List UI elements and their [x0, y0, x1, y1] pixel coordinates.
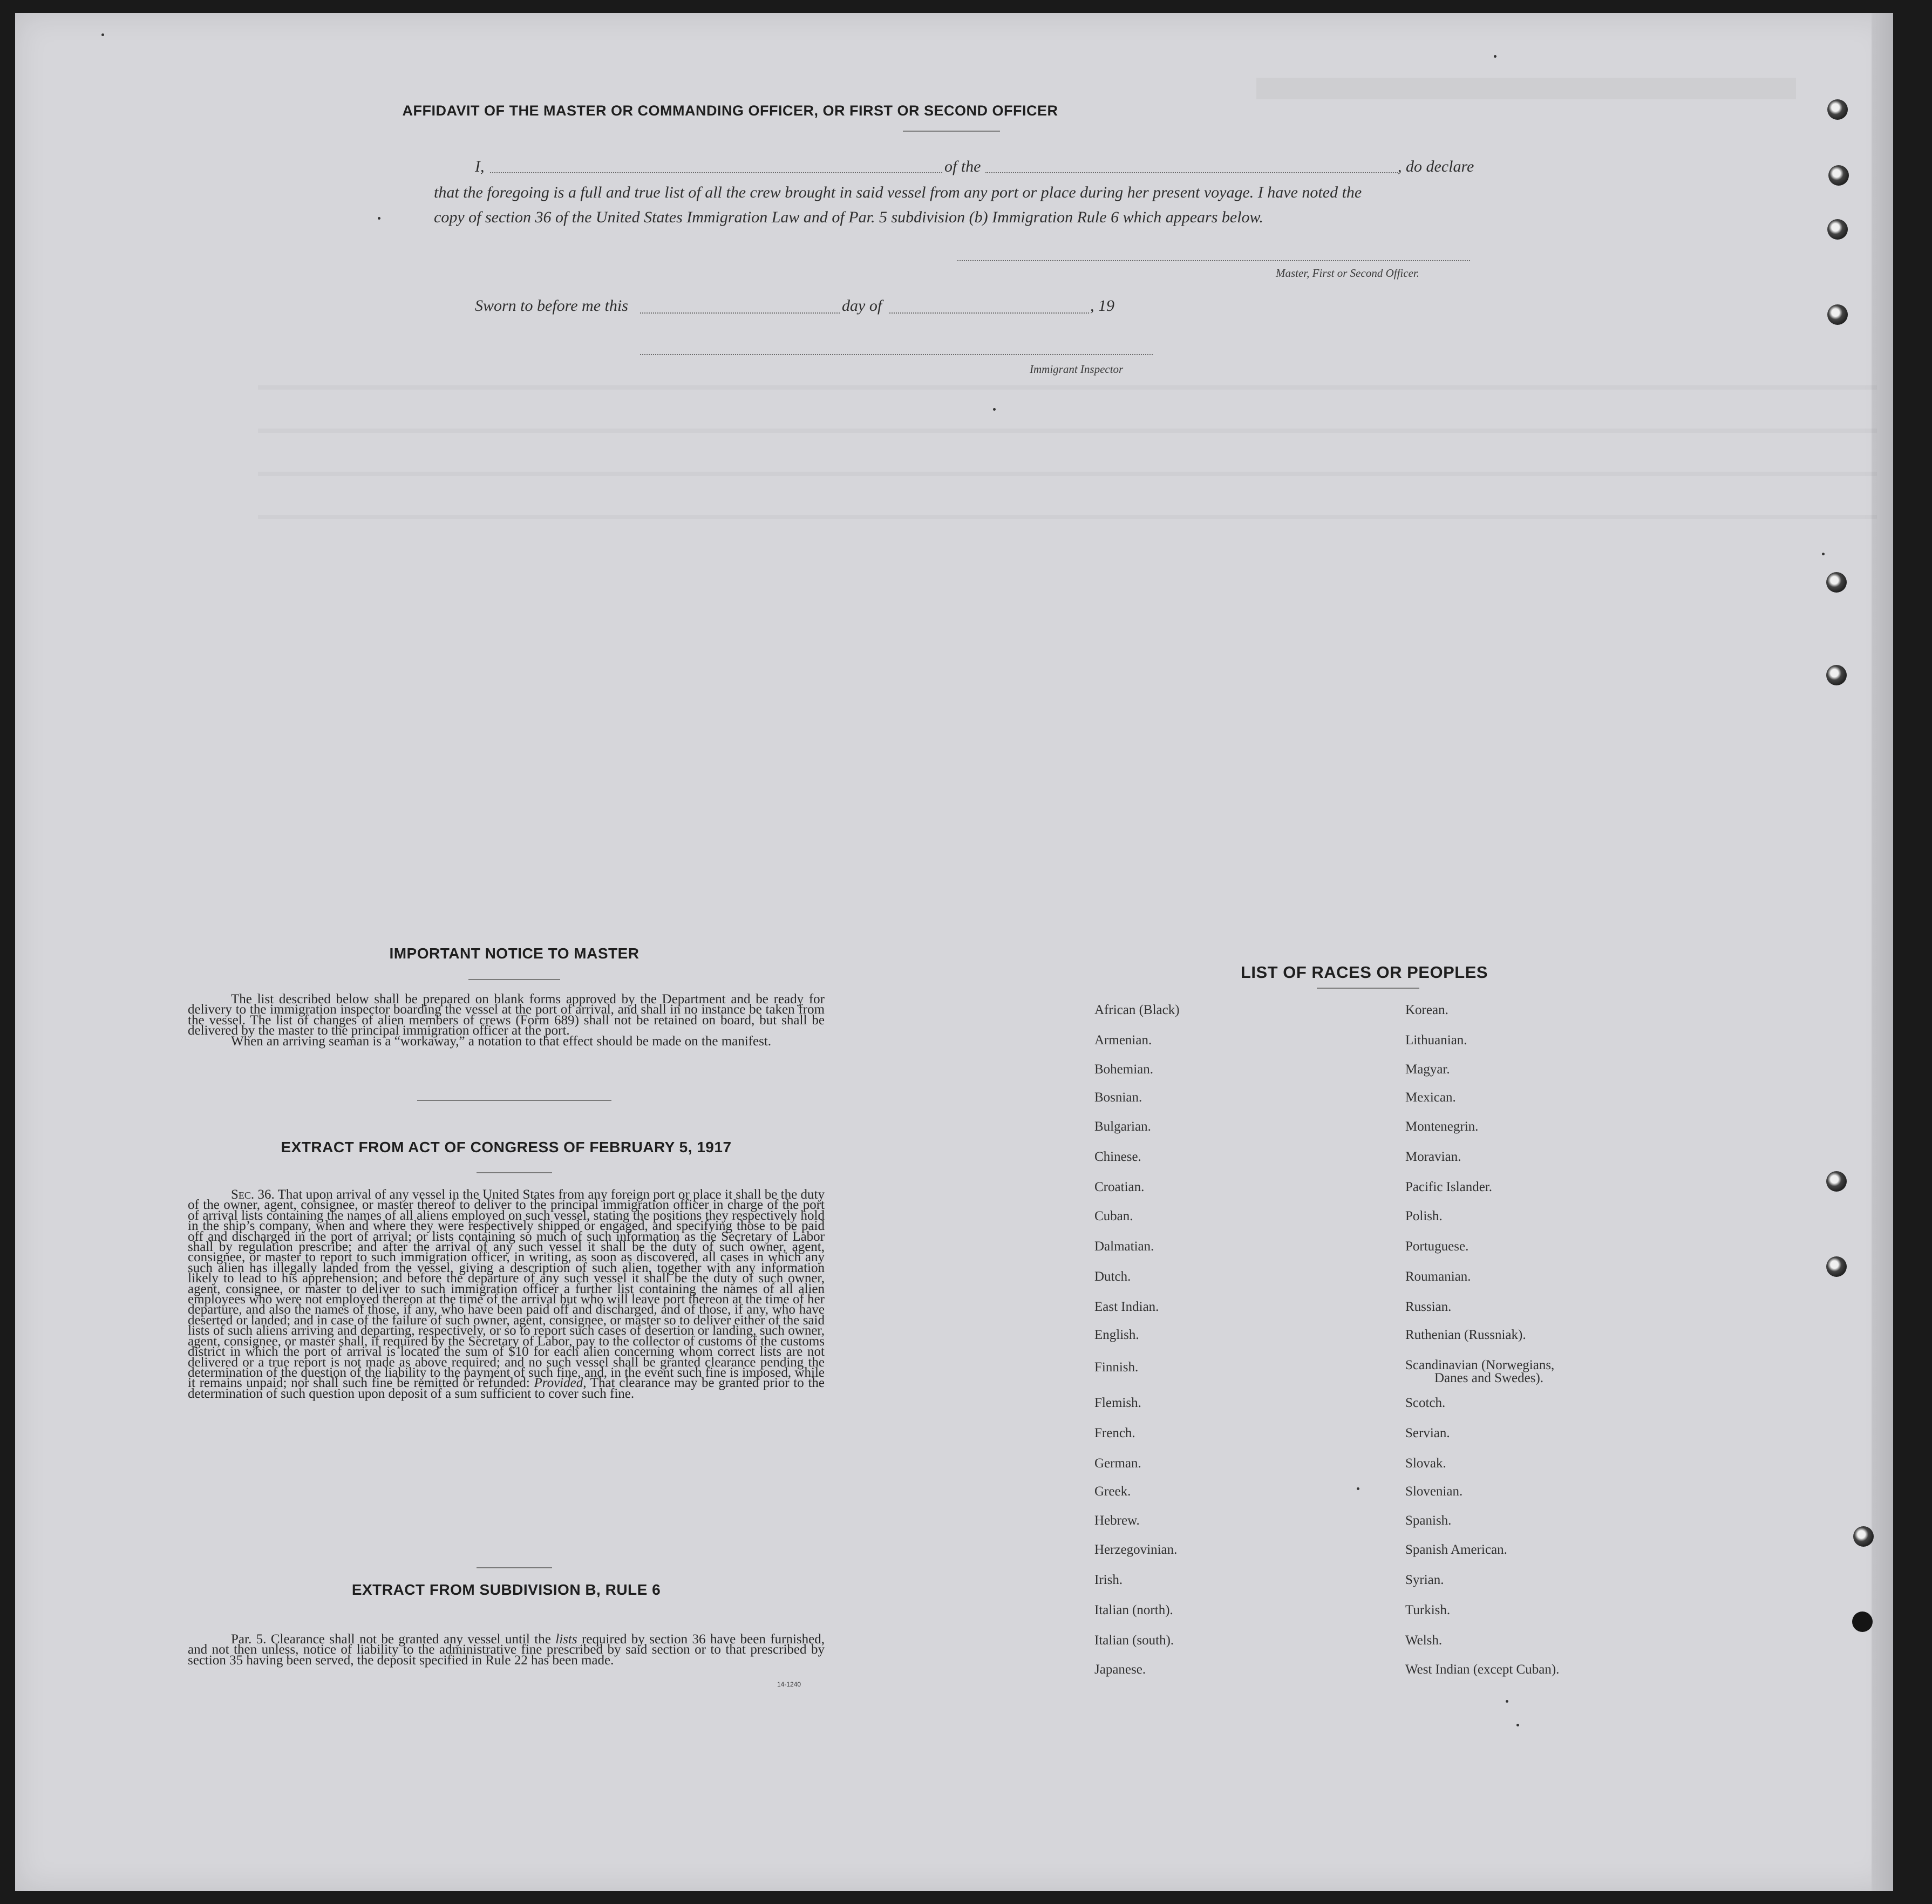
race-item: Irish.: [1094, 1573, 1123, 1587]
speck: [101, 33, 104, 36]
provided-word: Provided,: [534, 1376, 587, 1391]
race-item: Italian (south).: [1094, 1633, 1174, 1648]
inspector-signature-line[interactable]: [640, 354, 1153, 355]
notice-divider: [417, 1100, 611, 1101]
punch-hole: [1827, 99, 1848, 120]
race-item: Italian (north).: [1094, 1603, 1173, 1617]
race-item: Japanese.: [1094, 1662, 1146, 1677]
punch-hole: [1853, 1526, 1874, 1547]
race-item: Bohemian.: [1094, 1062, 1154, 1077]
race-item: Scotch.: [1405, 1396, 1446, 1410]
race-item: Chinese.: [1094, 1150, 1141, 1164]
speck: [378, 217, 380, 220]
rule-6-text-b: required by section 36 have been furnished, and not then unless, notice of liability to the administrative fine prescribed by said section or to that prescribed by section 35 having been served, the deposit specified in Rule 22 has been made.: [188, 1632, 825, 1668]
race-item: German.: [1094, 1456, 1141, 1471]
speck: [993, 408, 996, 411]
section-36-ending: That clearance may be granted prior to the determination of such question upon deposit of a sum sufficient to cover such fine.: [188, 1376, 825, 1401]
race-item: French.: [1094, 1426, 1135, 1440]
punch-hole: [1826, 1256, 1847, 1277]
race-item: Russian.: [1405, 1300, 1452, 1314]
race-item: Korean.: [1405, 1003, 1448, 1017]
speck: [1516, 1724, 1519, 1726]
race-item: Hebrew.: [1094, 1513, 1140, 1528]
master-signature-line[interactable]: [957, 260, 1470, 261]
master-signature-caption: Master, First or Second Officer.: [1276, 267, 1419, 280]
race-item: Lithuanian.: [1405, 1033, 1467, 1048]
speck: [1822, 553, 1825, 555]
race-item: Slovak.: [1405, 1456, 1446, 1471]
race-item: Finnish.: [1094, 1360, 1139, 1375]
sworn-month-blank[interactable]: [889, 312, 1089, 314]
year-label: , 19: [1090, 297, 1114, 315]
notice-paragraph-1: The list described below shall be prepared on blank forms approved by the Department and be ready for delivery to the immigration inspector boarding the vessel at the port of arrival, and shall in no instance be taken from the vessel. The list of changes of alien members of crews (Form 689) shall not be retained on board, but shall be delivered by the master to the principal immigration officer at the port.: [188, 992, 825, 1038]
section-36-rule: [477, 1567, 552, 1568]
affidavit-declare-label: , do declare: [1398, 158, 1474, 175]
act-extract-title: EXTRACT FROM ACT OF CONGRESS OF FEBRUARY 5, 1917: [281, 1139, 732, 1155]
race-item: Dalmatian.: [1094, 1239, 1154, 1254]
notice-title-rule: [468, 979, 560, 980]
section-36-label: Sec. 36.: [231, 1187, 275, 1202]
affidavit-title-rule: [903, 131, 1000, 132]
notice-paragraph-2: When an arriving seaman is a “workaway,” a notation to that effect should be made on the manifest.: [231, 1033, 772, 1049]
race-item: Bosnian.: [1094, 1090, 1142, 1105]
rule-6-text-a: Par. 5. Clearance shall not be granted any vessel until the: [231, 1632, 551, 1647]
race-item: Spanish American.: [1405, 1542, 1507, 1557]
race-item: Greek.: [1094, 1484, 1131, 1499]
punch-hole: [1826, 572, 1847, 593]
speck: [1506, 1700, 1508, 1703]
manifest-sheet: [15, 13, 1893, 1891]
race-item: Welsh.: [1405, 1633, 1443, 1648]
punch-hole: [1826, 1171, 1847, 1192]
act-extract-rule: [477, 1172, 552, 1173]
vessel-name-blank[interactable]: [985, 172, 1398, 173]
punch-hole: [1828, 165, 1849, 186]
bleed-through: [15, 13, 1893, 1891]
race-item: Polish.: [1405, 1209, 1443, 1223]
race-item: Bulgarian.: [1094, 1119, 1151, 1134]
affidavit-line-2: that the foregoing is a full and true list of all the crew brought in said vessel from any port or place during her present voyage. I have noted the: [434, 183, 1362, 201]
race-item: Croatian.: [1094, 1180, 1145, 1194]
race-item: West Indian (except Cuban).: [1405, 1662, 1560, 1677]
form-number: 14-1240: [777, 1681, 801, 1688]
speck: [1357, 1487, 1359, 1490]
punch-hole: [1827, 219, 1848, 240]
notice-body: [188, 992, 825, 1049]
section-36-body: That upon arrival of any vessel in the United States from any foreign port or place it shall be the duty of the owner, agent, consignee, or master thereof to deliver to the principal immigration officer in charge of the port of arrival lists containing the names of all aliens employed on such vessel, stating the positions they respectively hold in the ship’s company, when and where they were respectively shipped or engaged, and specifying those to be paid off and discharged in the port of arrival; or lists containing so much of such information as the Secretary of Labor shall by regulation prescribe; and after the arrival of any such vessel it shall be the duty of such owner, agent, consignee, or master to report to such immigration officer, in writing, as soon as discovered, all cases in which any such alien has illegally landed from the vessel, giving a description of such alien, together with any information likely to lead to his apprehension; and before the departure of any such vessel it shall be the duty of such owner, agent, consignee, or master to deliver to such immigration officer a further list containing the names of all alien employees who were not employed thereon at the time of the arrival but who will leave port thereon at the time of her departure, and also the names of those, if any, who have been paid off and discharged, and of those, if any, who have deserted or landed; and in case of the failure of such owner, agent, consignee, or master so to deliver either of the said lists of such aliens arriving and departing, respectively, or so to report such cases of desertion or landing, such owner, agent, consignee, or master shall, if required by the Secretary of Labor, pay to the collector of customs of the customs district in which the port of arrival is located the sum of $10 for each alien concerning whom correct lists are not delivered or a true report is not made as above required; and no such vessel shall be granted clearance pending the determination of the question of the liability to the payment of such fine, and, in the event such fine is imposed, while it remains unpaid; nor shall such fine be remitted or refunded:: [188, 1187, 825, 1391]
race-item: Cuban.: [1094, 1209, 1133, 1223]
rule-6-text: [188, 1632, 825, 1668]
speck: [1494, 55, 1496, 58]
race-item: African (Black): [1094, 1003, 1180, 1017]
affidavit-of-the-label: of the: [944, 158, 981, 175]
race-item: Armenian.: [1094, 1033, 1152, 1048]
race-item: Montenegrin.: [1405, 1119, 1479, 1134]
sworn-day-blank[interactable]: [640, 312, 840, 314]
affidavit-title: AFFIDAVIT OF THE MASTER OR COMMANDING OFFICER, OR FIRST OR SECOND OFFICER: [402, 103, 1058, 119]
inspector-caption: Immigrant Inspector: [1030, 363, 1124, 376]
race-item: Spanish.: [1405, 1513, 1452, 1528]
race-item: Dutch.: [1094, 1269, 1131, 1284]
race-item: East Indian.: [1094, 1300, 1159, 1314]
race-item: Flemish.: [1094, 1396, 1141, 1410]
race-item: Pacific Islander.: [1405, 1180, 1493, 1194]
race-item: Scandinavian (Norwegians,: [1405, 1358, 1555, 1372]
rule-extract-title: EXTRACT FROM SUBDIVISION B, RULE 6: [351, 1581, 661, 1598]
races-title: LIST OF RACES OR PEOPLES: [1240, 963, 1488, 982]
section-36-text: [188, 1189, 825, 1399]
race-item: Herzegovinian.: [1094, 1542, 1178, 1557]
lists-word: lists: [555, 1632, 577, 1647]
races-title-rule: [1317, 988, 1419, 989]
race-item: Slovenian.: [1405, 1484, 1463, 1499]
master-name-blank[interactable]: [490, 172, 942, 173]
affidavit-line-3: copy of section 36 of the United States Immigration Law and of Par. 5 subdivision (b) Immigration Rule 6 which appears below.: [434, 208, 1263, 226]
punch-hole: [1852, 1611, 1873, 1632]
race-item: English.: [1094, 1328, 1139, 1342]
race-item: Roumanian.: [1405, 1269, 1471, 1284]
race-item: Servian.: [1405, 1426, 1450, 1440]
race-item: Portuguese.: [1405, 1239, 1469, 1254]
punch-hole: [1827, 304, 1848, 325]
race-item: Ruthenian (Russniak).: [1405, 1328, 1526, 1342]
affidavit-i-label: I,: [475, 158, 485, 175]
race-item: Moravian.: [1405, 1150, 1461, 1164]
race-item: Magyar.: [1405, 1062, 1450, 1077]
race-item: Syrian.: [1405, 1573, 1444, 1587]
punch-hole: [1826, 665, 1847, 685]
notice-title: IMPORTANT NOTICE TO MASTER: [389, 945, 640, 962]
race-item: Turkish.: [1405, 1603, 1451, 1617]
race-item: Mexican.: [1405, 1090, 1456, 1105]
sworn-label: Sworn to before me this: [475, 297, 628, 315]
race-continuation: Danes and Swedes).: [1434, 1371, 1544, 1385]
day-of-label: day of: [842, 297, 882, 315]
